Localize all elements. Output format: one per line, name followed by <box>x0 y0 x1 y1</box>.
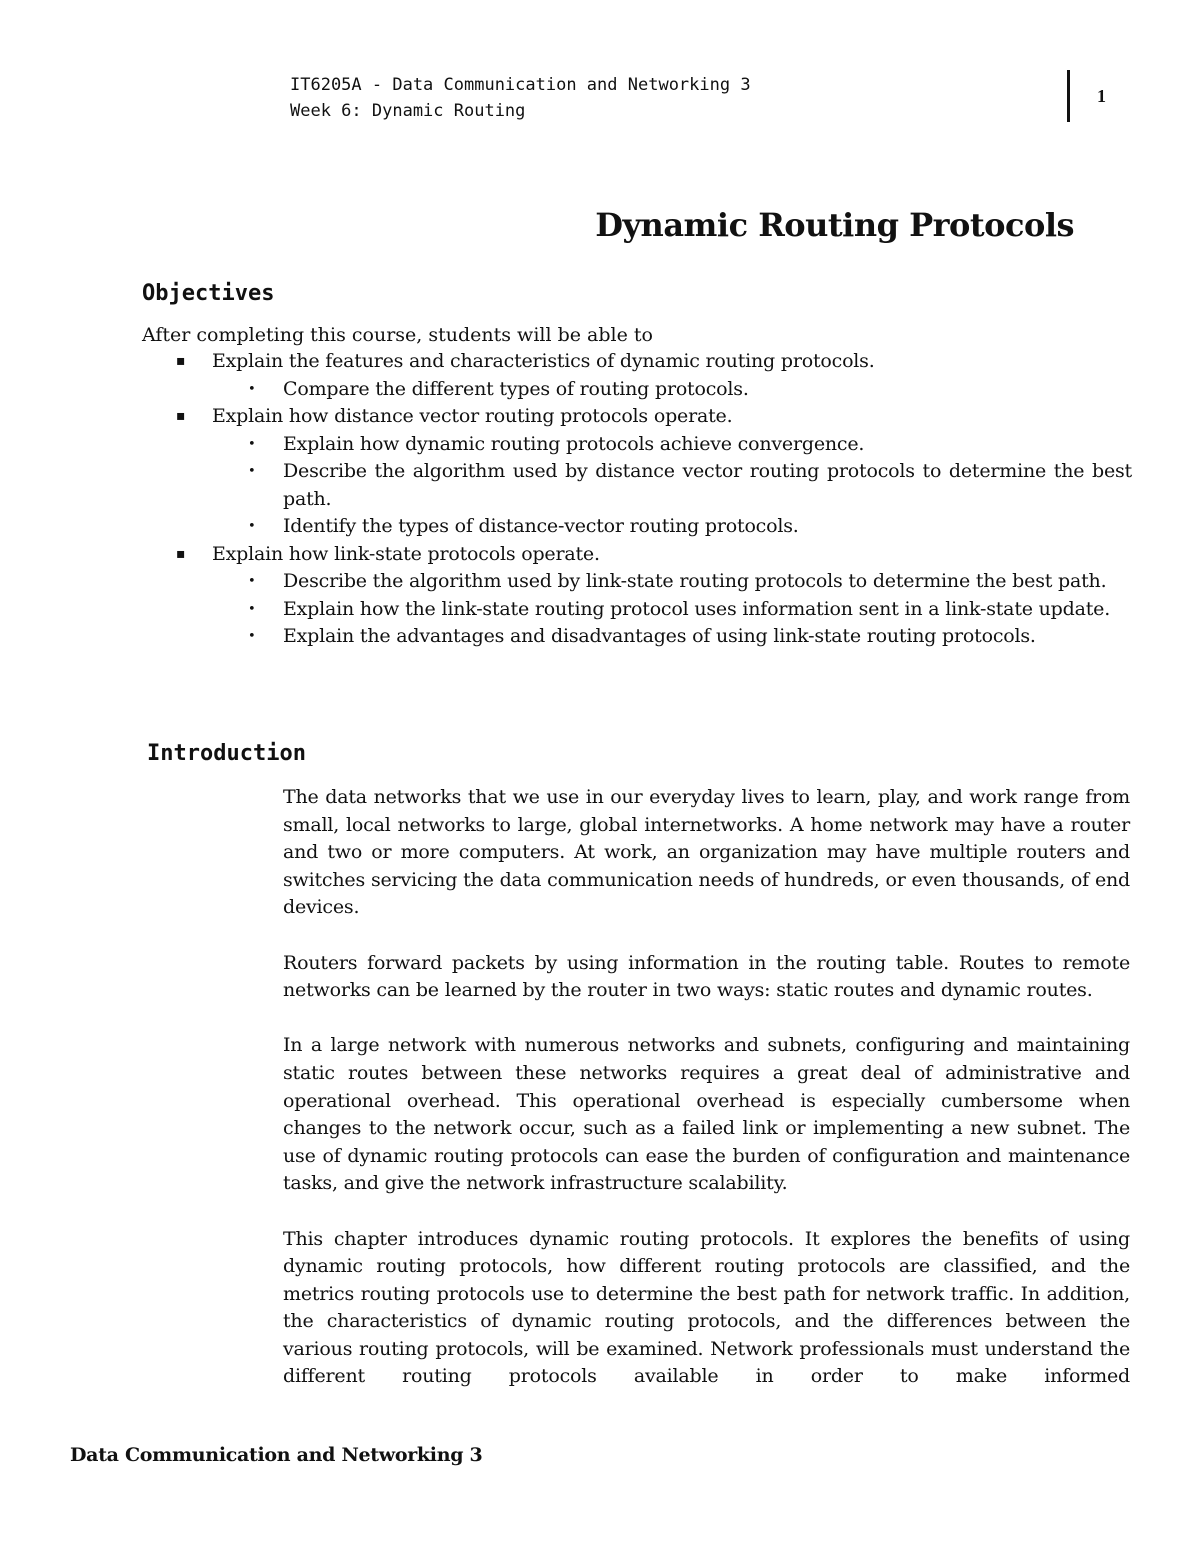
page-title: Dynamic Routing Protocols <box>595 206 1074 244</box>
header-course-line: IT6205A - Data Communication and Networking 3 <box>290 75 751 95</box>
objective-subitem <box>142 568 1132 596</box>
objective-text: Explain how dynamic routing protocols achieve convergence. <box>283 432 865 455</box>
square-bullet-icon: ▪ <box>176 545 186 562</box>
page-footer: Data Communication and Networking 3 <box>70 1444 483 1466</box>
objective-item <box>142 541 1132 569</box>
running-header <box>290 72 751 124</box>
dot-bullet-icon: • <box>248 601 256 617</box>
objective-text: Describe the algorithm used by link-state routing protocols to determine the best path. <box>283 570 1107 592</box>
introduction-body <box>283 784 1130 1419</box>
header-week-line: Week 6: Dynamic Routing <box>290 101 526 121</box>
objective-text: Explain the features and characteristics of dynamic routing protocols. <box>212 350 875 372</box>
introduction-heading: Introduction <box>147 741 306 766</box>
objectives-list <box>142 348 1132 651</box>
objective-subitem <box>142 596 1132 624</box>
objective-text: Describe the algorithm used by distance vector routing protocols to determine the best path. <box>283 460 1132 510</box>
objective-subitem <box>142 513 1132 541</box>
objectives-intro: After completing this course, students will be able to <box>142 324 653 346</box>
objective-text: Explain the advantages and disadvantages of using link-state routing protocols. <box>283 625 1036 647</box>
objective-text: Explain how link-state protocols operate. <box>212 542 600 565</box>
introduction-paragraph: In a large network with numerous networks and subnets, configuring and maintaining static routes between these networks requires a great deal of administrative and operational overhead. This operational overhead is especially cumbersome when changes to the network occur, such as a failed link or implementing a new subnet. The use of dynamic routing protocols can ease the burden of configuration and maintenance tasks, and give the network infrastructure scalability. <box>283 1034 1130 1195</box>
introduction-paragraph: This chapter introduces dynamic routing protocols. It explores the benefits of using dynamic routing protocols, how different routing protocols are classified, and the metrics routing protocols use to determine the best path for network traffic. In addition, the characteristics of dynamic routing protocols, and the differences between the various routing protocols, will be examined. Network professionals must understand the different routing protocols available in order to make informed <box>283 1227 1130 1388</box>
objective-text: Explain how distance vector routing protocols operate. <box>212 405 733 427</box>
objective-subitem <box>142 376 1132 404</box>
dot-bullet-icon: • <box>248 436 256 452</box>
dot-bullet-icon: • <box>248 464 256 479</box>
dot-bullet-icon: • <box>248 629 256 644</box>
dot-bullet-icon: • <box>248 574 256 589</box>
square-bullet-icon: ▪ <box>176 408 186 424</box>
objective-item <box>142 403 1132 431</box>
objective-subitem <box>142 431 1132 459</box>
objective-text: Explain how the link-state routing protocol uses information sent in a link-state update. <box>283 597 1111 620</box>
dot-bullet-icon: • <box>248 519 256 534</box>
dot-bullet-icon: • <box>248 381 256 397</box>
header-divider <box>1067 70 1070 122</box>
square-bullet-icon: ▪ <box>176 353 186 369</box>
introduction-paragraph: The data networks that we use in our everyday lives to learn, play, and work range from small, local networks to large, global internetworks. A home network may have a router and two or more computers. At work, an organization may have multiple routers and switches servicing the data communication needs of hundreds, or even thousands, of end devices. <box>283 786 1130 919</box>
objective-text: Identify the types of distance-vector routing protocols. <box>283 515 799 537</box>
objective-subitem <box>142 458 1132 513</box>
objective-item <box>142 348 1132 376</box>
page-number: 1 <box>1097 86 1106 106</box>
objective-text: Compare the different types of routing protocols. <box>283 377 749 400</box>
introduction-paragraph: Routers forward packets by using information in the routing table. Routes to remote networks can be learned by the router in two ways: static routes and dynamic routes. <box>283 951 1130 1002</box>
objective-subitem <box>142 623 1132 651</box>
objectives-heading: Objectives <box>142 281 275 306</box>
